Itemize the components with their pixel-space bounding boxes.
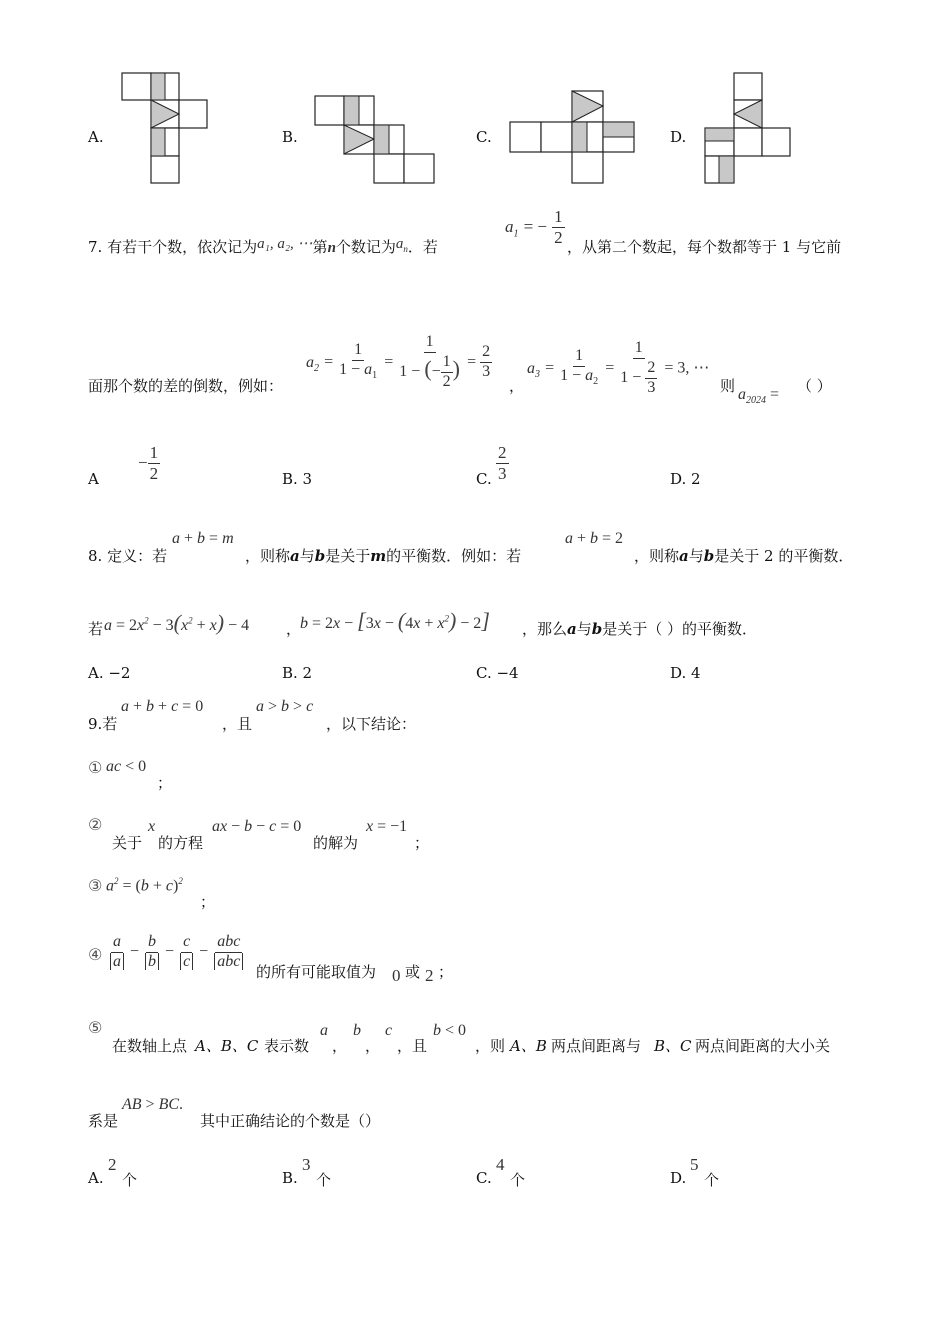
q8-line2 <box>88 618 103 639</box>
q9-statement-2-end: ； <box>414 834 430 852</box>
q9-p2: ，且 <box>222 715 253 733</box>
figure-d-cube-net <box>703 72 793 184</box>
q8-p7: 与 <box>688 547 704 565</box>
q9-question-prompt: 其中正确结论的个数是（） <box>200 1112 381 1130</box>
q9-statement-3-end: ； <box>200 893 216 911</box>
figure-b-cube-net <box>314 95 436 185</box>
q9-statement-2-num: ② <box>88 815 103 834</box>
q9-p3: ，以下结论： <box>326 715 417 733</box>
q9-statement-5-bc: B、C <box>654 1037 692 1055</box>
q9-statement-5-sep2: ， <box>365 1037 381 1055</box>
q8-line1 <box>88 545 167 566</box>
q9-statement-5-relation: AB > BC. <box>122 1096 184 1113</box>
q7-a1-formula: $a_1$ = − $\frac{1}{2}$ <box>505 207 563 247</box>
q8-def-formula: a + b = m <box>172 530 234 547</box>
q8-p3: 与 <box>299 547 315 565</box>
figure-a-label: A. <box>88 128 104 146</box>
q9-statement-4-value-2: 2 <box>425 966 434 985</box>
q9-statement-3-num: ③ <box>88 876 103 895</box>
q7-option-c: C. <box>476 470 492 488</box>
q9-p1: 若 <box>102 715 118 733</box>
q7-a2-formula: $a_2$ = $\frac{1}{1 - a_1}$ = 1 1 − (− $\frac{1}{2}$ ) = $\frac{2}{3}$ <box>306 333 491 390</box>
q8-example-formula: a + b = 2 <box>565 530 624 547</box>
q8-p1: 定义：若 <box>107 547 168 565</box>
figure-c-cube-net <box>509 90 637 185</box>
q9-statement-5-sep1: ， <box>332 1037 348 1055</box>
q8-b: b <box>314 547 326 565</box>
q9-number: 9. <box>88 715 103 733</box>
q9-option-b-unit: 个 <box>316 1171 332 1189</box>
q7-n: n <box>327 240 336 256</box>
q8-p2: ，则称 <box>245 547 291 565</box>
q7-then: 则 <box>720 377 736 395</box>
q9-line1 <box>88 713 117 734</box>
q9-statement-2-equation: ax − b − c = 0 <box>212 818 302 835</box>
q9-sum-formula: a + b + c = 0 <box>121 698 204 715</box>
q7-text5: ，从第二个数起，每个数都等于 1 与它前 <box>567 238 842 256</box>
q8-b-formula: $b = 2x - [3x - (4x + x^2) - 2]$ <box>300 608 490 633</box>
q9-statement-5-ab: A、B <box>510 1037 547 1055</box>
q7-line1 <box>88 236 438 258</box>
figure-b-label: B. <box>282 128 298 146</box>
q9-statement-3-formula: $a^2 = (b + c)^2$ <box>106 876 183 895</box>
figure-a-cube-net <box>120 72 210 184</box>
q8-q2: ， <box>286 620 302 638</box>
q8-a-formula: $a = 2x^2 - 3(x^2 + x) - 4$ <box>104 610 250 635</box>
q8-option-c: C. −4 <box>476 664 519 682</box>
q7-text1: 有若干个数，依次记为 <box>107 238 258 256</box>
figure-c-label: C. <box>476 128 492 146</box>
q7-text6: 面那个数的差的倒数，例如： <box>88 377 284 395</box>
q9-statement-2-x: x <box>148 818 156 835</box>
q9-option-b-label: B. <box>282 1169 298 1187</box>
q9-option-d-unit: 个 <box>704 1171 720 1189</box>
q9-statement-2-solution: x = −1 <box>366 818 408 835</box>
q9-option-d-value: 5 <box>690 1155 699 1174</box>
q9-statement-2-b: 的方程 <box>158 834 204 852</box>
q9-statement-5-g: ，则 <box>475 1037 506 1055</box>
q7-option-c-value: $\frac{2}{3}$ <box>498 443 507 483</box>
q7-text4: ．若 <box>407 238 438 256</box>
q8-q1: 若 <box>88 620 104 638</box>
q9-statement-4-num: ④ <box>88 945 103 964</box>
q8-p4: 是关于 <box>325 547 371 565</box>
q7-sequence: a₁, a₂, ⋯ <box>257 236 313 252</box>
q9-statement-5-c: 表示数 <box>264 1037 310 1055</box>
q8-p8: 是关于 2 的平衡数． <box>714 547 854 565</box>
q9-statement-5-i: 两点间距离与 <box>551 1037 642 1055</box>
q9-statement-1-num: ① <box>88 758 103 777</box>
q9-statement-2-c: 的解为 <box>313 834 359 852</box>
q9-option-c-value: 4 <box>496 1155 505 1174</box>
q9-statement-4-a: 的所有可能取值为 <box>256 963 377 981</box>
q8-p5: 的平衡数．例如：若 <box>386 547 522 565</box>
q8-p6: ，则称 <box>634 547 680 565</box>
q8-line2b: ，那么a与b是关于（ ）的平衡数． <box>522 620 758 638</box>
q9-statement-5-var-c: c <box>385 1022 393 1039</box>
q8-m: m <box>370 547 387 565</box>
q7-text3: 个数记为 <box>335 238 396 256</box>
q9-option-c-unit: 个 <box>510 1171 526 1189</box>
q9-option-c-label: C. <box>476 1169 492 1187</box>
q9-statement-5-condition: b < 0 <box>433 1022 467 1039</box>
q7-option-d: D. 2 <box>670 470 701 488</box>
q8-q3: ，那么 <box>522 620 568 638</box>
q9-option-b-value: 3 <box>302 1155 311 1174</box>
q8-option-a: A. −2 <box>88 664 131 682</box>
q8-option-b: B. 2 <box>282 664 313 682</box>
q9-option-d-label: D. <box>670 1169 687 1187</box>
q8-line1c: ，则称a与b是关于 2 的平衡数． <box>634 547 854 565</box>
q9-statement-5-l: 系是 <box>88 1112 119 1130</box>
q9-statement-5-points: A、B、C <box>195 1037 259 1055</box>
q8-a: a <box>290 547 300 565</box>
q9-statement-5-k: 两点间距离的大小关 <box>695 1037 831 1055</box>
q9-statement-4-or: 或 <box>405 963 421 981</box>
q9-statement-5-var-a: a <box>320 1022 328 1039</box>
q9-option-a-value: 2 <box>108 1155 117 1174</box>
q7-number: 7. <box>88 238 103 256</box>
q7-option-a: A <box>88 470 99 488</box>
q9-statement-5-num: ⑤ <box>88 1018 103 1037</box>
q7-a3-formula: $a_3$ = $\frac{1}{1 - a_2}$ = 1 1 − $\frac{2}{3}$ = 3, ⋯ <box>527 339 710 396</box>
q9-statement-4-end: ； <box>438 963 454 981</box>
q9-statement-5-a: 在数轴上点 <box>112 1037 188 1055</box>
q9-statement-4-value-0: 0 <box>392 966 401 985</box>
q7-a2024: $a_{2024}$ = <box>738 386 780 407</box>
q9-statement-4-formula: $\frac{a}{a}$ − $\frac{b}{b}$ − $\frac{c}{c}$ − $\frac{\text{abc}}{\text{abc}}$ <box>108 934 245 971</box>
q7-blank: （ ） <box>797 377 832 395</box>
figure-d-label: D. <box>670 128 687 146</box>
q9-order-formula: a > b > c <box>256 698 314 715</box>
q8-line1b <box>245 545 521 566</box>
q9-statement-5-f: ，且 <box>397 1037 428 1055</box>
q8-q4: 与 <box>576 620 592 638</box>
q7-text2: 第 <box>312 238 328 256</box>
q9-option-a-label: A. <box>88 1169 104 1187</box>
q7-comma: ， <box>509 377 525 395</box>
q9-statement-1-end: ； <box>157 774 173 792</box>
q9-statement-5-var-b: b <box>353 1022 361 1039</box>
q9-statement-1-formula: ac < 0 <box>106 758 147 775</box>
q7-an: $a_n$ <box>395 236 408 254</box>
q8-q5: 是关于（ ）的平衡数． <box>602 620 758 638</box>
q8-option-d: D. 4 <box>670 664 701 682</box>
q8-number: 8. <box>88 547 103 565</box>
q7-option-b: B. 3 <box>282 470 313 488</box>
q9-statement-2-a: 关于 <box>112 834 143 852</box>
q9-option-a-unit: 个 <box>122 1171 138 1189</box>
q7-option-a-value: − $\frac{1}{2}$ <box>138 443 159 483</box>
